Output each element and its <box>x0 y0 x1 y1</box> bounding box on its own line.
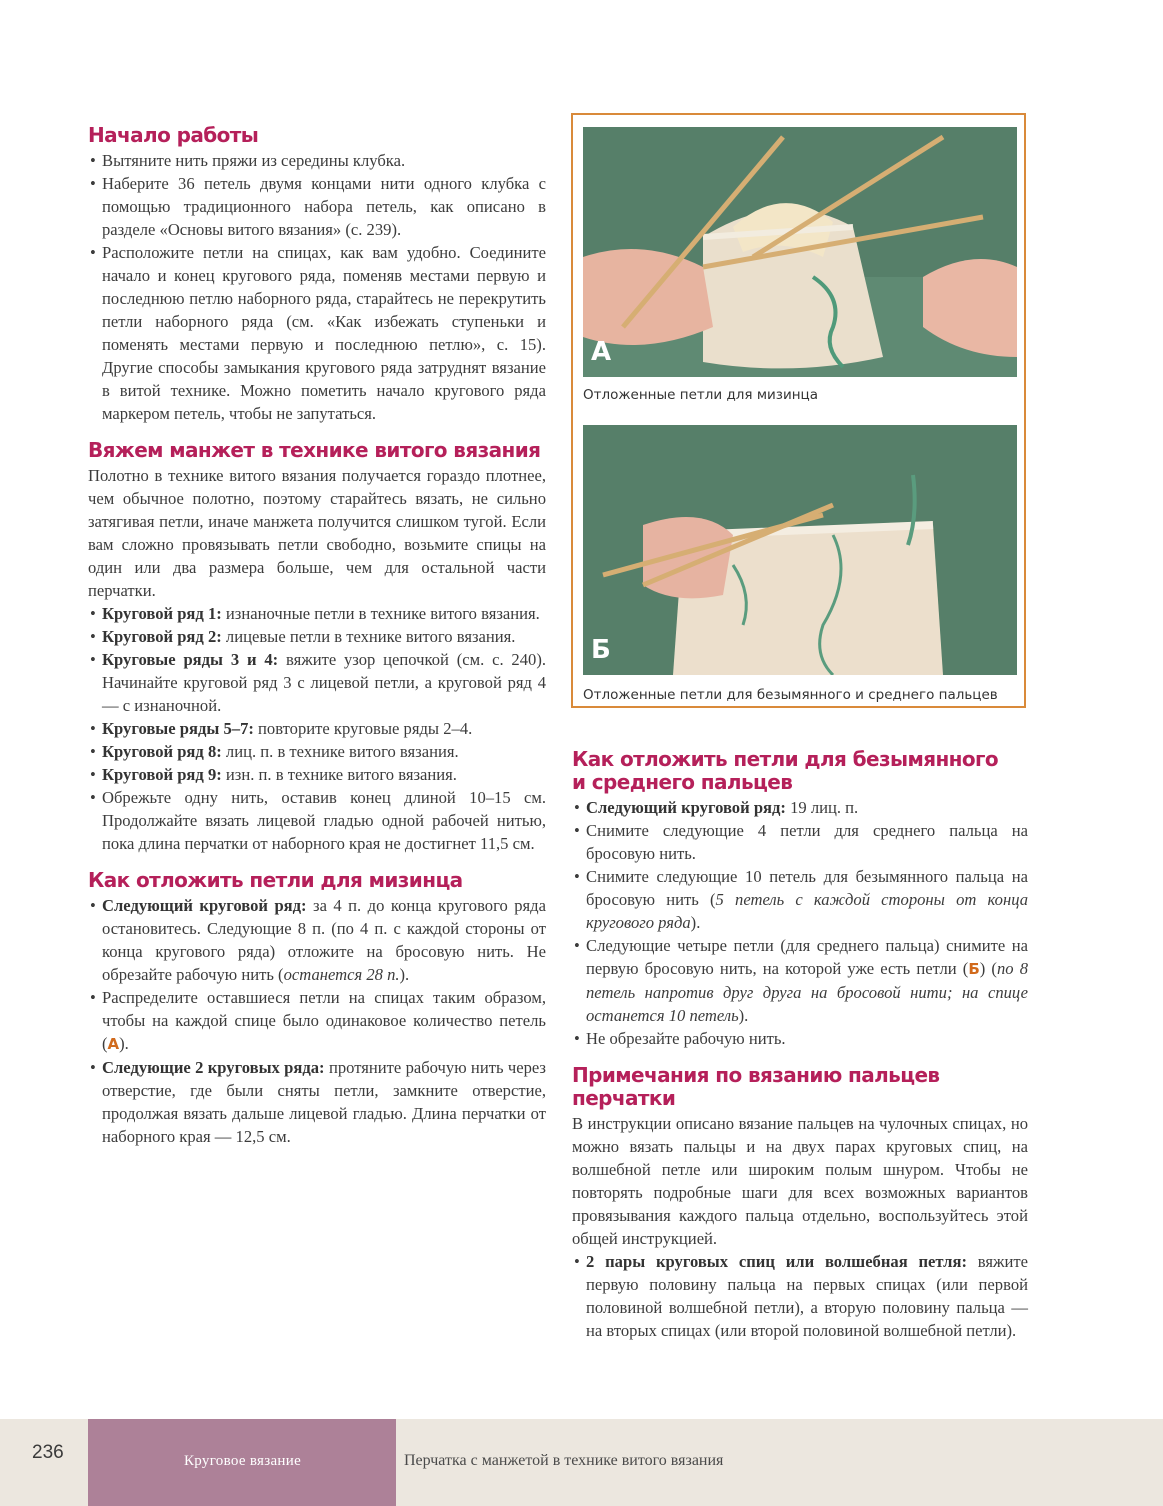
section-title: Вяжем манжет в технике витого вязания <box>88 438 541 462</box>
paragraph: В инструкции описано вязание пальцев на чулочных спицах, но можно вязать пальцы и на двух парах круговых спиц, на волшебной петле или широким полым шнуром. Чтобы не повторять подробные шаги для всех возможных вариантов провязывания каждого пальца отдельно, воспользуйтесь этой общей инструкцией. <box>572 1114 1028 1248</box>
step-note: 5 петель с каждой стороны от конца кругового ряда <box>586 890 1028 932</box>
figure-ref-b[interactable]: Б <box>968 960 980 978</box>
step-label: Круговой ряд 1: <box>102 604 222 623</box>
list-item <box>88 894 546 986</box>
step-text-end: ). <box>119 1034 129 1053</box>
section-pinky-stitches <box>88 869 546 1148</box>
page-number: 236 <box>32 1442 64 1463</box>
list-item <box>88 986 546 1056</box>
list-item <box>88 786 546 855</box>
bullet-list <box>88 602 546 855</box>
step-text-mid: ) ( <box>979 959 997 978</box>
section-ring-middle-stitches <box>572 748 1028 1050</box>
bullet-list <box>88 894 546 1148</box>
step-text: повторите круговые ряды 2–4. <box>253 719 473 738</box>
bullet-list <box>572 796 1028 1050</box>
list-item <box>88 1056 546 1148</box>
section-finger-notes <box>572 1064 1028 1342</box>
section-title <box>572 748 1028 794</box>
bullet-list <box>88 149 546 425</box>
page-footer <box>0 1419 1163 1506</box>
section-title-line2: и среднего пальцев <box>572 770 793 794</box>
step-text: лицевые петли в технике витого вязания. <box>221 627 516 646</box>
step-text: вяжите узор цепочкой (см. с. 240). Начинайте круговой ряд 3 с лицевой петли, а круговой ряд 4 — с изнаночной. <box>102 650 546 715</box>
list-item <box>88 602 546 625</box>
step-text: Обрежьте одну нить, оставив конец длиной 10–15 см. Продолжайте вязать лицевой гладью одной рабочей нитью, пока длина перчатки от наборного края не достигнет 11,5 см. <box>102 788 546 853</box>
bullet-list <box>572 1250 1028 1342</box>
step-label: Следующий круговой ряд: <box>586 798 786 817</box>
step-label: Следующий круговой ряд: <box>102 896 307 915</box>
figure-ref-a[interactable]: А <box>107 1035 120 1053</box>
photo-label-b: Б <box>591 635 611 665</box>
footer-section-name: Круговое вязание <box>184 1453 302 1469</box>
photo-pinky-stitches <box>583 127 1017 377</box>
step-text: 19 лиц. п. <box>785 798 859 817</box>
list-item <box>88 763 546 786</box>
section-title-line1: Как отложить петли для безымянного <box>572 747 999 771</box>
list-item: • Наберите 36 петель двумя концами нити одного клубка с помощью традиционного набора петель, как описано в разделе «Основы витого вязания» (с. 239). <box>88 172 546 241</box>
list-item <box>572 796 1028 819</box>
right-column <box>572 748 1028 1356</box>
list-item <box>88 625 546 648</box>
step-text-end: ). <box>738 1006 749 1025</box>
step-label: Круговой ряд 8: <box>102 742 222 761</box>
step-label: Следующие 2 круговых ряда: <box>102 1058 325 1077</box>
step-label: 2 пары круговых спиц или волшебная петля: <box>586 1252 967 1271</box>
section-twisted-cuff <box>88 439 546 855</box>
step-text: Следующие четыре петли (для среднего пальца) снимите на первую бросовую нить, на которой уже есть петли ( <box>586 936 1028 978</box>
step-text-end: ). <box>690 913 701 932</box>
photo-panel <box>571 113 1026 708</box>
list-item: • Не обрезайте рабочую нить. <box>572 1027 1028 1050</box>
step-text: Распределите оставшиеся петли на спицах таким образом, чтобы на каждой спице было одинаковое количество петель ( <box>102 988 546 1053</box>
left-column <box>88 124 546 1162</box>
footer-section-band <box>88 1419 396 1506</box>
step-text: Снимите следующие 10 петель для безымянного пальца на бросовую нить ( <box>586 867 1028 909</box>
step-note: по 8 петель напротив друг друга на бросовой нити; на спице останется 10 петель <box>586 959 1029 1025</box>
list-item: • Вытяните нить пряжи из середины клубка. <box>88 149 546 172</box>
photo-ring-middle-stitches <box>583 425 1017 675</box>
paragraph: Полотно в технике витого вязания получается гораздо плотнее, чем обычное полотно, поэтому старайтесь вязать, не сильно затягивая петли, иначе манжета получится слишком тугой. Если вам сложно провязывать петли свободно, возьмите спицы на один или два размера больше, чем для остальной части перчатки. <box>88 466 546 600</box>
step-text: изнаночные петли в технике витого вязания. <box>221 604 540 623</box>
list-item <box>88 740 546 763</box>
step-text-end: ). <box>399 965 410 984</box>
step-label: Круговой ряд 2: <box>102 627 222 646</box>
section-title: Примечания по вязанию пальцев перчатки <box>572 1063 940 1110</box>
step-text: лиц. п. в технике витого вязания. <box>221 742 459 761</box>
step-text: вяжите первую половину пальца на первых спицах (или первой половиной волшебной петли), а вторую половину пальца — на вторых спицах (или второй половиной волшебной петли). <box>586 1252 1029 1340</box>
step-label: Круговые ряды 3 и 4: <box>102 650 279 669</box>
photo-caption-a: Отложенные петли для мизинца <box>583 387 819 403</box>
list-item <box>88 717 546 740</box>
step-note: останется 28 п. <box>283 965 400 984</box>
step-label: Круговые ряды 5–7: <box>102 719 254 738</box>
step-label: Круговой ряд 9: <box>102 765 222 784</box>
list-item <box>572 865 1028 934</box>
step-text: изн. п. в технике витого вязания. <box>221 765 457 784</box>
section-getting-started <box>88 124 546 425</box>
list-item <box>88 648 546 717</box>
list-item: • Расположите петли на спицах, как вам удобно. Соедините начало и конец кругового ряда, поменяв местами первую и последнюю петлю наборного ряда, старайтесь не перекрутить петли наборного ряда (см. «Как избежать ступеньки и поменять местами первую и последнюю петлю», с. 15). Другие способы замыкания кругового ряда затруднят вязание в витой технике. Можно пометить начало кругового ряда маркером петель, чтобы не запутаться. <box>88 241 546 425</box>
step-text: за 4 п. до конца кругового ряда остановитесь. Следующие 8 п. (по 4 п. с каждой стороны от конца кругового ряда) отложите на бросовую нить. Не обрезайте рабочую нить ( <box>102 896 546 984</box>
knitting-photo-a <box>583 127 1017 377</box>
photo-label-a: А <box>591 337 612 367</box>
list-item: • Снимите следующие 4 петли для среднего пальца на бросовую нить. <box>572 819 1028 865</box>
knitting-photo-b <box>583 425 1017 675</box>
section-title: Начало работы <box>88 123 259 147</box>
footer-chapter-name: Перчатка с манжетой в технике витого вязания <box>404 1452 724 1469</box>
photo-caption-b: Отложенные петли для безымянного и среднего пальцев <box>583 687 998 703</box>
step-text: протяните рабочую нить через отверстие, где были сняты петли, замкните отверстие, продолжая вязать дальше лицевой гладью. Длина перчатки от наборного края — 12,5 см. <box>102 1058 546 1146</box>
list-item <box>572 934 1028 1027</box>
section-title: Как отложить петли для мизинца <box>88 868 463 892</box>
list-item <box>572 1250 1028 1342</box>
